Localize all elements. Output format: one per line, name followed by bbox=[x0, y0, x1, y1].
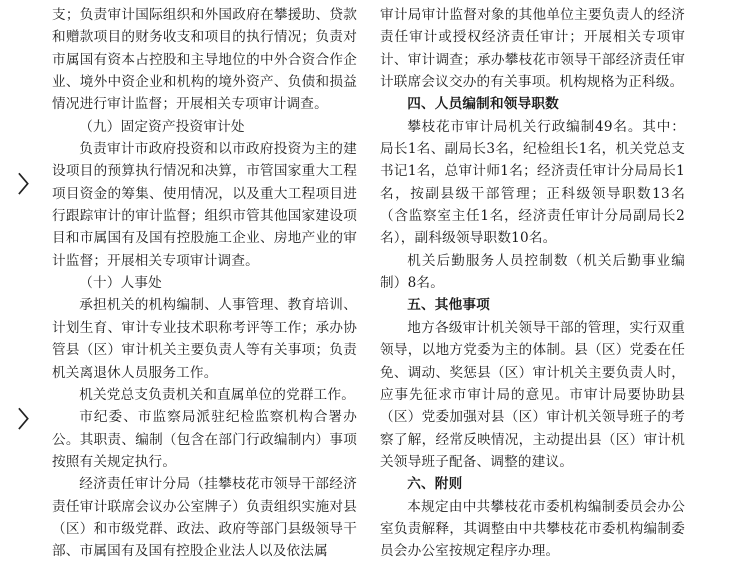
paragraph: 机关后勤服务人员控制数（机关后勤事业编制）8名。 bbox=[380, 252, 685, 292]
binding-hole-mark: 〉 bbox=[18, 408, 41, 433]
paragraph: 攀枝花市审计局机关行政编制49名。其中：局长1名、副局长3名，纪检组长1名，机关党总支书记1名，总审计师1名；经济责任审计分局局长1名，按副县级干部管理；正科级领导职数13名（含监察室主任1名，经济责任审计分局副局长2名），副科级领导职数10名。 bbox=[380, 118, 685, 247]
section-heading: 五、其他事项 bbox=[407, 297, 490, 314]
paragraph: 地方各级审计机关领导干部的管理，实行双重领导，以地方党委为主的体制。县（区）党委在任免、调动、奖惩县（区）审计机关主要负责人时，应事先征求市审计局的意见。市审计局要协助县（区）党委加强对县（区）审计机关领导班子的考察了解，经常反映情况，主动提出县（区）审计机关领导班子配备、调整的建议。 bbox=[380, 319, 685, 470]
section-heading: 六、附则 bbox=[407, 476, 463, 493]
paragraph: 承担机关的机构编制、人事管理、教育培训、计划生育、审计专业技术职称考评等工作；承办协管县（区）审计机关主要负责人等有关事项；负责机关离退休人员服务工作。 bbox=[52, 297, 357, 381]
paragraph: 本规定由中共攀枝花市委机构编制委员会办公室负责解释，其调整由中共攀枝花市委机构编制委员会办公室按规定程序办理。 bbox=[380, 498, 685, 560]
section-heading: （十）人事处 bbox=[79, 275, 162, 292]
right-column bbox=[380, 4, 685, 563]
paragraph: 负责审计市政府投资和以市政府投资为主的建设项目的预算执行情况和决算，市管国家重大工程项目资金的筹集、使用情况，以及重大工程项目进行跟踪审计的审计监督；组织市管其他国家建设项目和市属国有及国有控股施工企业、房地产业的审计监督；开展相关专项审计调查。 bbox=[52, 141, 357, 269]
paragraph: 市纪委、市监察局派驻纪检监察机构合署办公。其职责、编制（包含在部门行政编制内）事项按照有关规定执行。 bbox=[52, 409, 357, 470]
binding-hole-mark: 〉 bbox=[18, 173, 41, 198]
paragraph: 审计局审计监督对象的其他单位主要负责人的经济责任审计或授权经济责任审计；开展相关专项审计、审计调查；承办攀枝花市领导干部经济责任审计联席会议交办的有关事项。机构规格为正科级。 bbox=[380, 7, 685, 91]
paragraph: 机关党总支负责机关和直属单位的党群工作。 bbox=[79, 386, 356, 403]
paragraph: 支；负责审计国际组织和外国政府在攀援助、贷款和赠款项目的财务收支和项目的执行情况；负责对市属国有资本占控股和主导地位的中外合资合作企业、境外中资企业和机构的境外资产、负债和损益情况进行审计监督；开展相关专项审计调查。 bbox=[52, 7, 357, 113]
section-heading: （九）固定资产投资审计处 bbox=[79, 118, 245, 135]
left-column bbox=[52, 4, 357, 563]
paragraph: 经济责任审计分局（挂攀枝花市领导干部经济责任审计联席会议办公室牌子）负责组织实施对县（区）和市级党群、政法、政府等部门县级领导干部、市属国有及国有控股企业法人以及依法属 bbox=[52, 476, 357, 560]
section-heading: 四、人员编制和领导职数 bbox=[407, 96, 559, 113]
